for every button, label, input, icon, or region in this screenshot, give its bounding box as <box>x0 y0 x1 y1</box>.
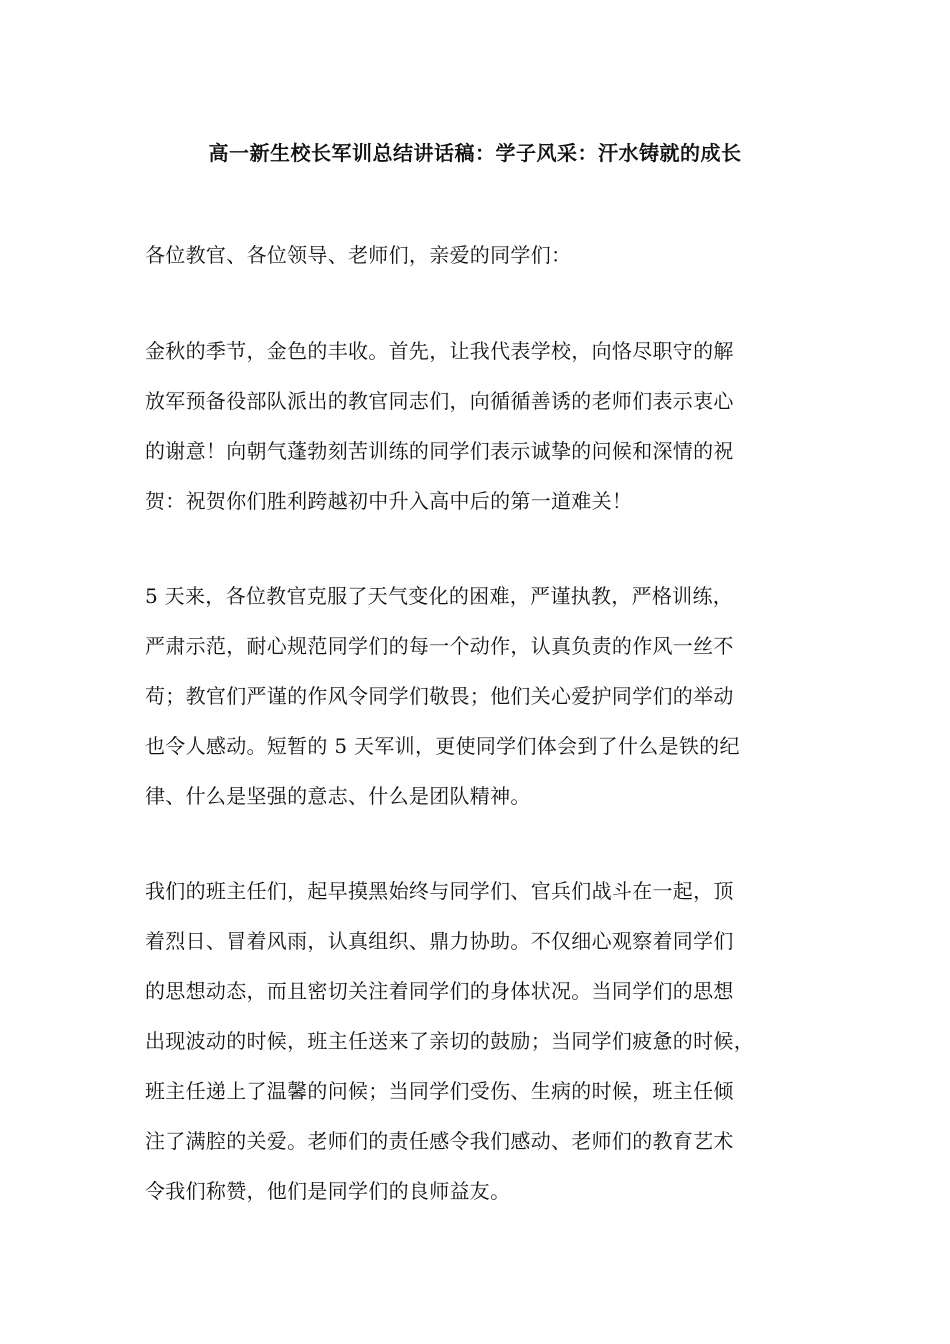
paragraph-line: 贺：祝贺你们胜利跨越初中升入高中后的第一道难关！ <box>145 489 633 513</box>
paragraph-line: 苟；教官们严谨的作风令同学们敬畏；他们关心爱护同学们的举动 <box>145 684 734 708</box>
paragraph-line: 班主任递上了温馨的问候；当同学们受伤、生病的时候，班主任倾 <box>145 1079 734 1103</box>
paragraph-line: 金秋的季节，金色的丰收。首先，让我代表学校，向恪尽职守的解 <box>145 339 734 363</box>
paragraph-line: 5 天来，各位教官克服了天气变化的困难，严谨执教，严格训练， <box>145 584 734 608</box>
body-paragraph-2 <box>145 571 815 821</box>
paragraph-line: 的谢意！向朝气蓬勃刻苦训练的同学们表示诚挚的问候和深情的祝 <box>145 439 734 463</box>
greeting-line: 各位教官、各位领导、老师们，亲爱的同学们： <box>145 243 572 267</box>
paragraph-line: 我们的班主任们，起早摸黑始终与同学们、官兵们战斗在一起，顶 <box>145 879 734 903</box>
paragraph-line: 注了满腔的关爱。老师们的责任感令我们感动、老师们的教育艺术 <box>145 1129 734 1153</box>
paragraph-line: 的思想动态，而且密切关注着同学们的身体状况。当同学们的思想 <box>145 979 734 1003</box>
greeting-paragraph <box>145 230 815 280</box>
paragraph-line: 着烈日、冒着风雨，认真组织、鼎力协助。不仅细心观察着同学们 <box>145 929 734 953</box>
paragraph-line: 放军预备役部队派出的教官同志们，向循循善诱的老师们表示衷心 <box>145 389 734 413</box>
paragraph-line: 令我们称赞，他们是同学们的良师益友。 <box>145 1179 511 1203</box>
body-paragraph-1 <box>145 326 815 526</box>
paragraph-line: 严肃示范，耐心规范同学们的每一个动作，认真负责的作风一丝不 <box>145 634 734 658</box>
paragraph-line: 也令人感动。短暂的 5 天军训，更使同学们体会到了什么是铁的纪 <box>145 734 740 758</box>
body-paragraph-3 <box>145 866 815 1216</box>
paragraph-line: 出现波动的时候，班主任送来了亲切的鼓励；当同学们疲惫的时候， <box>145 1029 754 1053</box>
paragraph-line: 律、什么是坚强的意志、什么是团队精神。 <box>145 784 531 808</box>
document-title: 高一新生校长军训总结讲话稿：学子风采：汗水铸就的成长 <box>208 141 742 165</box>
